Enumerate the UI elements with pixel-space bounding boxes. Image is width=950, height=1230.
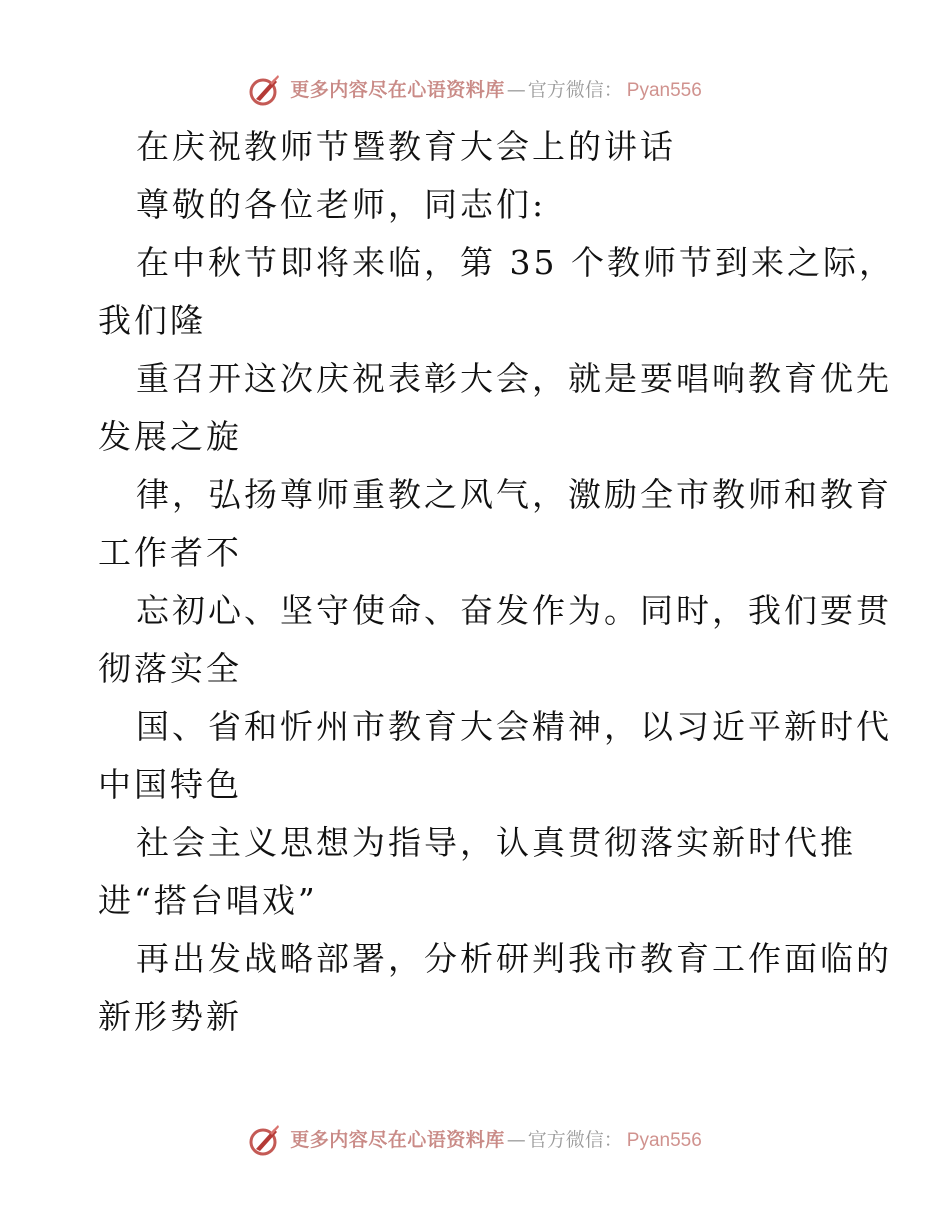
feather-pen-logo-icon — [248, 73, 282, 107]
paragraph-line-wrap: 新形势新 — [98, 997, 242, 1036]
paragraph-line — [98, 698, 892, 814]
watermark-colon: ： — [603, 1128, 623, 1151]
paragraph-line — [98, 814, 856, 930]
watermark-wechat-id: Pyan556 — [626, 79, 702, 101]
header-watermark — [0, 70, 950, 110]
paragraph-line — [98, 466, 892, 582]
watermark-brand: 更多内容尽在心语资料库 — [290, 1128, 505, 1151]
paragraph-line-first: 再出发战略部署，分析研判我市教育工作面临的 — [136, 939, 892, 978]
paragraph-line-wrap: 进“搭台唱戏” — [98, 881, 318, 920]
document-body — [0, 118, 950, 1046]
watermark-text — [290, 1128, 702, 1151]
watermark-dash: — — [506, 78, 526, 101]
watermark-wechat-id: Pyan556 — [626, 1129, 702, 1151]
document-title — [98, 118, 850, 176]
paragraph-line — [98, 582, 892, 698]
paragraph-line-wrap: 中国特色 — [98, 765, 242, 804]
watermark-text — [290, 78, 702, 101]
paragraph-line — [98, 350, 892, 466]
watermark-label: 官方微信 — [527, 78, 604, 101]
paragraph-line-wrap: 发展之旋 — [98, 417, 242, 456]
document-salutation-text: 尊敬的各位老师，同志们: — [136, 185, 547, 224]
footer-watermark — [0, 1120, 950, 1160]
paragraph-line-first: 忘初心、坚守使命、奋发作为。同时，我们要贯 — [136, 591, 892, 630]
paragraph-line-first: 社会主义思想为指导，认真贯彻落实新时代推 — [136, 823, 856, 862]
watermark-label: 官方微信 — [527, 1128, 604, 1151]
paragraph-line-first: 国、省和忻州市教育大会精神，以习近平新时代 — [136, 707, 892, 746]
watermark-colon: ： — [603, 78, 623, 101]
feather-pen-logo-icon — [248, 1123, 282, 1157]
paragraph-line-first: 律，弘扬尊师重教之风气，激励全市教师和教育 — [136, 475, 892, 514]
paragraph-line-wrap: 工作者不 — [98, 533, 242, 572]
paragraph-line — [98, 234, 895, 350]
watermark-dash: — — [506, 1128, 526, 1151]
paragraph-line-wrap: 我们隆 — [98, 301, 206, 340]
watermark-brand: 更多内容尽在心语资料库 — [290, 78, 505, 101]
paragraph-line-first: 在中秋节即将来临，第 35 个教师节到来之际， — [136, 243, 895, 282]
document-title-text: 在庆祝教师节暨教育大会上的讲话 — [136, 127, 676, 166]
paragraph-line-wrap: 彻落实全 — [98, 649, 242, 688]
paragraph-line-first: 重召开这次庆祝表彰大会，就是要唱响教育优先 — [136, 359, 892, 398]
paragraph-line — [98, 930, 892, 1046]
document-salutation — [98, 176, 850, 234]
